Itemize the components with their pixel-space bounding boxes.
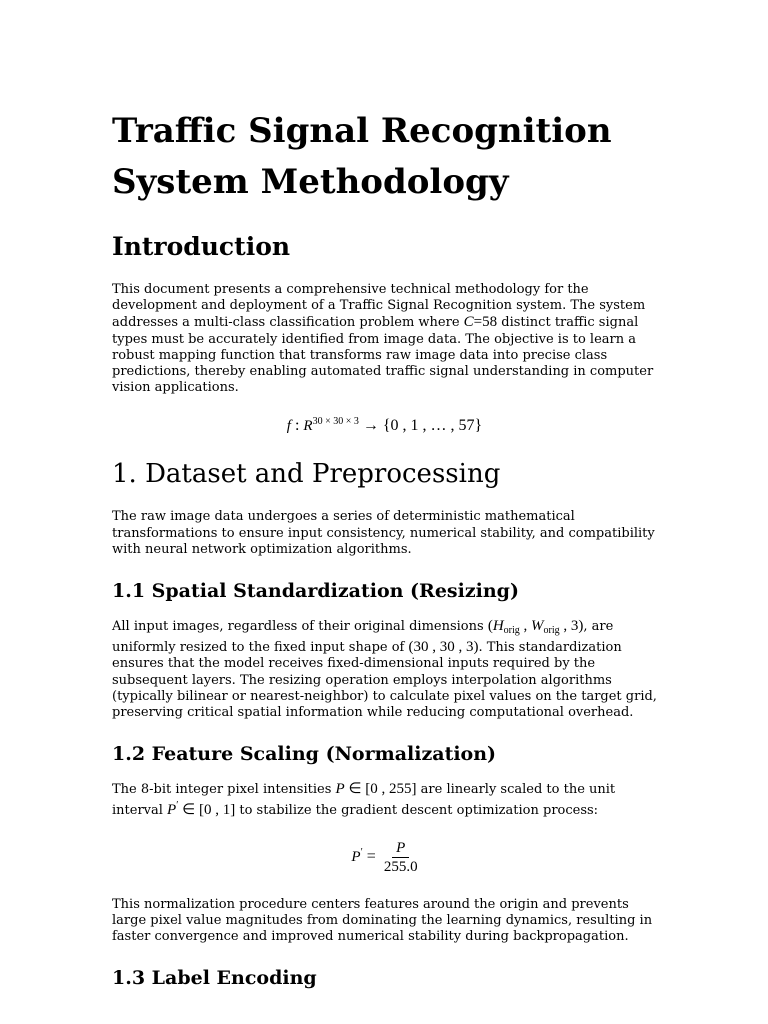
section-1-1-heading: 1.1 Spatial Standardization (Resizing) [112,580,519,603]
mapping-equation: f : $R^{30 \times 30 \times 3} \to \{0$ , 1 , … , 57} [286,416,483,435]
introduction-paragraph: This document presents a comprehensive technical methodology for the development and deployment of a Traffic Signal Recognition system. The system addresses a multi-class classification problem where C=58 distinct traffic signal types must be accurately identified from image data. The objective is to learn a robust mapping function that transforms raw image data into precise class predictions, thereby enabling automated traffic signal understanding in computer vision applications. [112,282,654,396]
section-1-2-paragraph: The 8-bit integer pixel intensities P ∈ [0 , 255] are linearly scaled to the unit interval P′ ∈ [0 , 1] to stabilize the gradient descent optimization process: [112,781,616,819]
class-count-variable: C [463,314,474,331]
section-1-3-heading: 1.3 Label Encoding [112,967,317,990]
normalization-equation: P′ = $\frac{P}{255.0}$ [351,839,418,875]
section-1-paragraph: The raw image data undergoes a series of deterministic mathematical transformations to ensure input consistency, numerical stability, and compatibility with neural network optimization algorithms. [112,509,655,557]
introduction-heading: Introduction [112,232,291,261]
section-1-heading: 1. Dataset and Preprocessing [112,459,501,490]
section-1-1-paragraph: All input images, regardless of their original dimensions ($H_{orig}$ , $W_{orig}$ , 3), are uniformly resized to the fixed input shape of (30 , 30 , 3). This standardization ensures that the model receives fixed-dimensional inputs required by the subsequent layers. The resizing operation employs interpolation algorithms (typically bilinear or nearest-neighbor) to calculate pixel values on the target grid, preserving critical spatial information while reducing computational overhead. [112,618,657,721]
section-1-2-paragraph-2: This normalization procedure centers features around the origin and prevents large pixel value magnitudes from dominating the learning dynamics, resulting in faster convergence and improved numerical stability during backpropagation. [112,896,653,945]
class-count-value: =58 [473,314,498,331]
normalization-fraction: $\frac{P}{255.0}$ [383,839,418,875]
document-page [112,106,657,1005]
document-title: Traffic Signal Recognition System Methodology [112,111,612,202]
section-1-2-heading: 1.2 Feature Scaling (Normalization) [112,743,497,766]
input-shape: (30 , 30 , 3) [408,639,479,656]
